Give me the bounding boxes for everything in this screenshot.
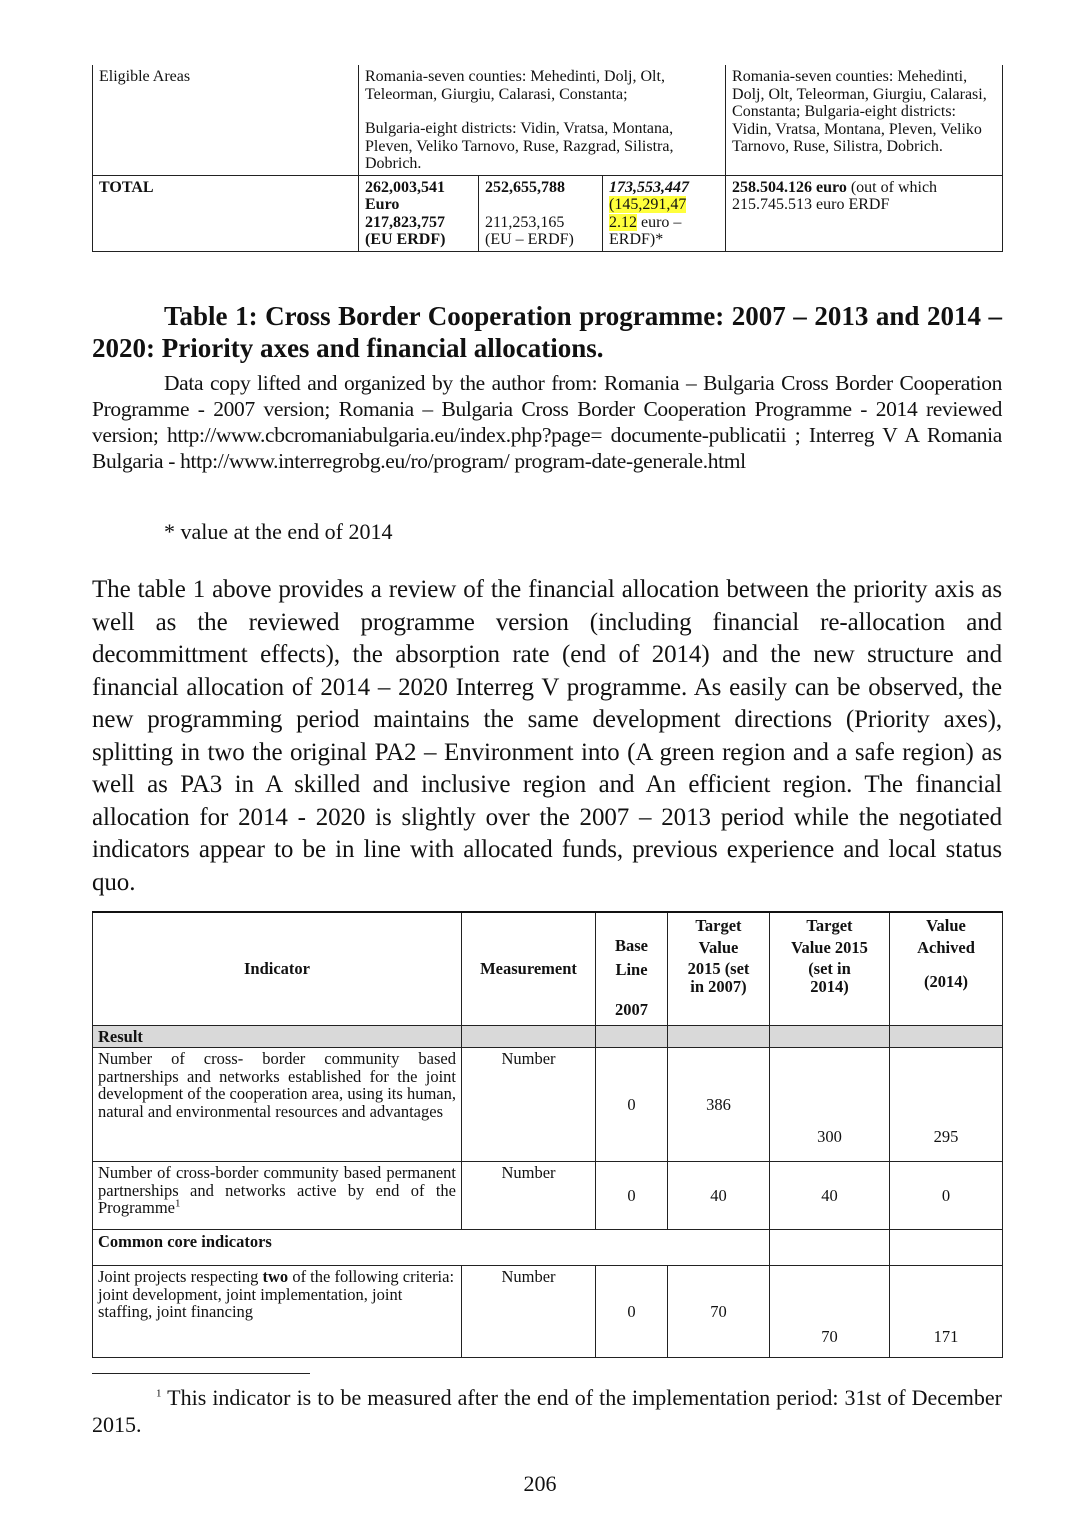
section-core-label: Common core indicators — [93, 1230, 770, 1266]
indicator-description-text: Number of cross-border community based permanent partnerships and networks active by end of the Programme — [98, 1163, 456, 1217]
header-target-2007-3: 2015 (set — [687, 959, 750, 978]
target-2014-cell: 70 — [770, 1266, 890, 1358]
header-indicator: Indicator — [93, 912, 462, 1025]
table-caption-text: Table 1: Cross Border Cooperation programme: 2007 – 2013 and 2014 – 2020: Priority axes and financial allocations. — [92, 301, 1002, 363]
header-target-2007-4: in 2007) — [690, 976, 747, 996]
target-2014-cell: 40 — [770, 1162, 890, 1230]
base-line-cell: 0 — [596, 1162, 668, 1230]
total-2007-initial-erdf-label: (EU ERDF) — [365, 231, 446, 248]
indicator-table — [92, 911, 1003, 1358]
total-2007-initial-erdf: 217,823,757 — [365, 213, 445, 231]
footnote-mark: 1 — [156, 1387, 162, 1400]
header-base-line — [596, 912, 668, 1025]
eligible-areas-2007 — [359, 65, 726, 175]
target-2014-cell: 300 — [770, 1048, 890, 1162]
indicator-description — [93, 1266, 462, 1358]
base-line-cell: 0 — [596, 1048, 668, 1162]
target-2007-cell: 40 — [668, 1162, 770, 1230]
total-row — [93, 175, 1003, 251]
indicator-description — [93, 1162, 462, 1230]
indicator-table-header — [93, 912, 1003, 1025]
eligible-areas-2014: Romania-seven counties: Mehedinti, Dolj, Olt, Teleorman, Giurgiu, Calarasi, Constanta; Bulgaria-eight districts: Vidin, Vratsa, Montana, Pleven, Veliko Tarnovo, Ruse, Silistra, Dobrich. — [726, 65, 1003, 175]
section-row-result — [93, 1025, 1003, 1048]
header-measurement: Measurement — [462, 912, 596, 1025]
total-absorption-amount: 173,553,447 — [609, 178, 689, 196]
eligible-areas-label: Eligible Areas — [93, 65, 359, 175]
header-target-2014-4: 2014) — [810, 976, 849, 996]
core-indicator-bold: two — [262, 1267, 289, 1286]
table-row — [93, 1048, 1003, 1162]
total-2014 — [726, 175, 1003, 251]
page-number: 206 — [523, 1471, 557, 1496]
table-row — [93, 1266, 1003, 1358]
total-2014-amount: 258.504.126 euro — [732, 178, 847, 196]
total-label: TOTAL — [93, 175, 359, 251]
total-absorption-erdf-label: ERDF)* — [609, 231, 664, 248]
header-target-2007 — [668, 912, 770, 1025]
section-result-label: Result — [93, 1025, 462, 1048]
target-2007-cell: 70 — [668, 1266, 770, 1358]
header-base-line-3: 2007 — [615, 1000, 648, 1019]
table-row — [93, 1162, 1003, 1230]
indicator-description: Number of cross- border community based partnerships and networks established for the joint development of the cooperation area, using its human, natural and environmental resources and advantages — [93, 1048, 462, 1162]
achieved-cell: 0 — [890, 1162, 1003, 1230]
footnote-divider — [92, 1373, 310, 1374]
body-paragraph: The table 1 above provides a review of the financial allocation between the priority axis as well as the reviewed programme version (including financial re-allocation and decommittment effects), the absorption rate (end of 2014) and the new structure and financial allocation of 2014 – 2020 Interreg V programme. As easily can be observed, the new programming period maintains the same development directions (Priority axes), splitting in two the original PA2 – Environment into (A green region and a safe region) as well as PA3 in A skilled and inclusive region and An efficient region. The financial allocation for 2014 - 2020 is slightly over the 2007 – 2013 period while the negotiated indicators appear to be in line with allocated funds, previous experience and local status quo. — [92, 576, 1002, 896]
total-2007-reviewed-erdf-label: (EU – ERDF) — [485, 231, 574, 248]
total-2007-reviewed-amount: 252,655,788 — [485, 178, 565, 196]
total-2007-reviewed-erdf: 211,253,165 — [485, 213, 565, 231]
eligible-areas-2007-bulgaria: Bulgaria-eight districts: Vidin, Vratsa, Montana, Pleven, Veliko Tarnovo, Ruse, Razgrad, Silistra, Dobrich. — [365, 120, 674, 172]
measurement-cell: Number — [462, 1266, 596, 1358]
table-source — [92, 370, 1002, 474]
total-2007-initial-amount: 262,003,541 — [365, 178, 445, 196]
header-achieved-2: Achived — [917, 937, 975, 957]
allocation-table — [92, 65, 1003, 252]
total-2007-reviewed — [479, 175, 603, 251]
header-base-line-2: Line — [615, 959, 648, 979]
header-achieved-1: Value — [926, 916, 966, 935]
measurement-cell: Number — [462, 1048, 596, 1162]
total-2007-initial — [359, 175, 479, 251]
total-absorption-erdf-highlight-end: 2.12 — [609, 213, 637, 231]
table-source-text: Data copy lifted and organized by the author from: Romania – Bulgaria Cross Border Cooperation Programme - 2007 version; Romania – Bulgaria Cross Border Cooperation Programme - 2014 reviewed version; http://www.cbcromaniabulgaria.eu/index.php?page= documente-publicatii ; Interreg V A Romania Bulgaria - http://www.interregrobg.eu/ro/program/ program-date-generale.html — [92, 371, 1002, 473]
target-2007-cell: 386 — [668, 1048, 770, 1162]
header-achieved-3: (2014) — [924, 972, 968, 991]
header-target-2014-2: Value 2015 — [791, 937, 868, 957]
total-absorption — [603, 175, 726, 251]
footnote — [92, 1384, 1002, 1438]
header-target-2014 — [770, 912, 890, 1025]
header-achieved — [890, 912, 1003, 1025]
total-2014-erdf: (out of which 215.745.513 euro ERDF — [732, 178, 938, 213]
achieved-cell: 295 — [890, 1048, 1003, 1162]
eligible-areas-2007-romania: Romania-seven counties: Mehedinti, Dolj, Olt, Teleorman, Giurgiu, Calarasi, Constanta; — [365, 68, 665, 103]
total-absorption-erdf-highlight: (145,291,47 — [609, 196, 687, 213]
achieved-cell: 171 — [890, 1266, 1003, 1358]
table-note: * value at the end of 2014 — [164, 519, 393, 544]
base-line-cell: 0 — [596, 1266, 668, 1358]
total-absorption-currency: euro – — [637, 213, 682, 231]
measurement-cell: Number — [462, 1162, 596, 1230]
header-target-2014-1: Target — [806, 916, 853, 935]
section-row-core — [93, 1230, 1003, 1266]
header-target-2007-2: Value — [698, 937, 739, 957]
core-indicator-post: of the following criteria: joint development, joint implementation, joint staffing, joint financing — [98, 1267, 455, 1321]
header-target-2007-1: Target — [695, 916, 742, 935]
table-caption — [92, 300, 1002, 364]
header-base-line-1: Base — [615, 936, 648, 955]
footnote-reference: 1 — [174, 1197, 181, 1210]
footnote-text: This indicator is to be measured after the end of the implementation period: 31st of December 2015. — [92, 1385, 1002, 1437]
core-indicator-pre: Joint projects respecting — [98, 1267, 263, 1286]
total-2007-initial-currency: Euro — [365, 196, 400, 213]
header-target-2014-3: (set in — [808, 959, 851, 978]
eligible-areas-row — [93, 65, 1003, 175]
